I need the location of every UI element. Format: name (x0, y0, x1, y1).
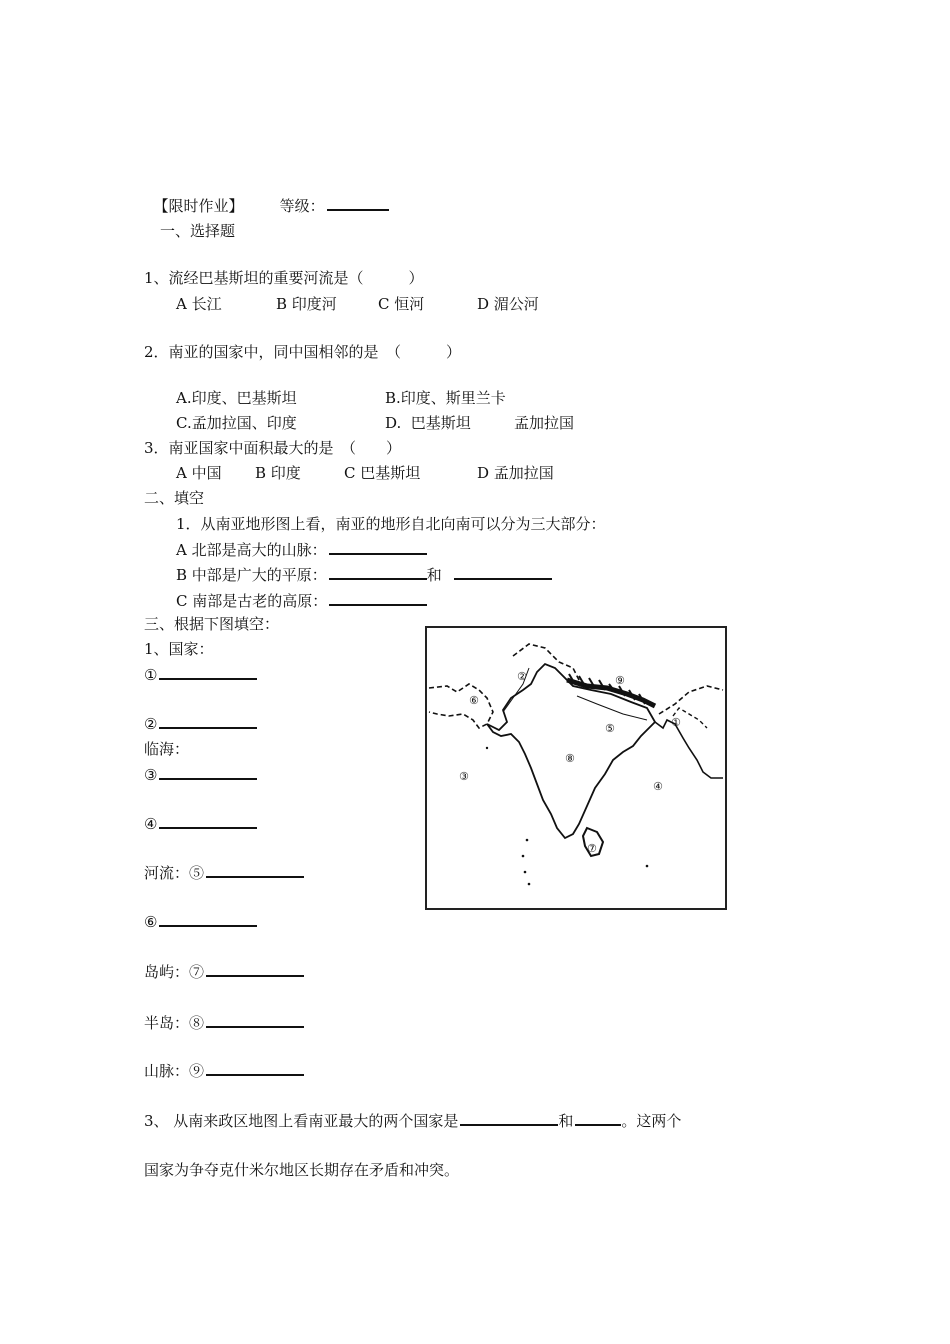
map-drawing (427, 628, 725, 908)
homework-heading (144, 175, 389, 216)
q3-option-c[interactable]: C 巴基斯坦 (344, 464, 421, 482)
q2-option-c[interactable]: C.孟加拉国、印度 (176, 414, 297, 432)
largest-country-blank-2[interactable] (575, 1110, 621, 1126)
q2-stem: 2．南亚的国家中，同中国相邻的是 （ ） (144, 343, 462, 361)
sea-3-blank[interactable] (159, 764, 257, 780)
river-6-blank[interactable] (159, 911, 257, 927)
q1-option-b[interactable]: B 印度河 (276, 295, 337, 313)
q3-option-d[interactable]: D 孟加拉国 (477, 464, 554, 482)
east-coast (655, 720, 723, 778)
sea-label: 临海： (144, 740, 190, 758)
terrain-intro: 1．从南亚地形图上看，南亚的地形自北向南可以分为三大部分： (176, 515, 606, 533)
marker-4: ④ (144, 815, 158, 833)
country-2-blank[interactable] (159, 713, 257, 729)
himalaya-band (567, 680, 655, 706)
country-1-blank[interactable] (159, 664, 257, 680)
map-label-2: ② (517, 670, 527, 683)
q3-stem: 3．南亚国家中面积最大的是 （ ） (144, 439, 402, 457)
plain-blank-2[interactable] (454, 564, 552, 580)
country-label: 1、国家： (144, 640, 214, 658)
q3b-line1 (144, 1110, 681, 1131)
q1-option-c[interactable]: C 恒河 (378, 295, 425, 313)
plain-blank-1[interactable] (329, 564, 427, 580)
mountain-9 (144, 1060, 304, 1081)
country-1 (144, 664, 257, 685)
terrain-north (176, 539, 427, 560)
map-label-7: ⑦ (587, 842, 597, 855)
q3-option-b[interactable]: B 印度 (255, 464, 301, 482)
map-label-3: ③ (459, 770, 469, 783)
river-5-blank[interactable] (206, 862, 304, 878)
peninsula-8-blank[interactable] (206, 1012, 304, 1028)
island-7-blank[interactable] (206, 961, 304, 977)
section3-title: 三、根据下图填空： (144, 615, 280, 633)
q3b-text2: 。这两个 (621, 1112, 682, 1130)
q3b-text1: 3、 从南来政区地图上看南亚最大的两个国家是 (144, 1112, 459, 1130)
island-dot (528, 883, 531, 886)
map-label-6: ⑥ (469, 694, 479, 707)
peninsula-8 (144, 1012, 304, 1033)
sea-4 (144, 813, 257, 834)
island-dot (486, 747, 488, 749)
map-label-4: ④ (653, 780, 663, 793)
q2-option-d[interactable]: D. 巴基斯坦 (385, 414, 471, 432)
island-label: 岛屿：⑦ (144, 963, 205, 981)
mountain-9-blank[interactable] (206, 1060, 304, 1076)
q1-option-a[interactable]: A 长江 (176, 295, 222, 313)
section2-title: 二、填空 (144, 489, 205, 507)
island-dot (646, 865, 649, 868)
terrain-south-label: C 南部是古老的高原： (176, 592, 328, 610)
grade-label: 等级： (279, 197, 325, 215)
map-label-1: ① (671, 716, 681, 729)
section1-title: 一、选择题 (160, 222, 236, 240)
terrain-north-label: A 北部是高大的山脉： (176, 541, 327, 559)
map-label-9: ⑨ (615, 674, 625, 687)
river-6 (144, 911, 257, 932)
mountain-blank[interactable] (329, 539, 427, 555)
q3b-and: 和 (558, 1112, 574, 1130)
sea-4-blank[interactable] (159, 813, 257, 829)
island-dot (526, 839, 529, 842)
river-5 (144, 862, 304, 883)
sea-3 (144, 764, 257, 785)
marker-6: ⑥ (144, 913, 158, 931)
island-dot (522, 855, 525, 858)
peninsula-label: 半岛：⑧ (144, 1014, 205, 1032)
pakistan-border (429, 684, 493, 728)
q2-option-a[interactable]: A.印度、巴基斯坦 (176, 389, 297, 407)
map-label-5: ⑤ (605, 722, 615, 735)
marker-3: ③ (144, 766, 158, 784)
q1-option-d[interactable]: D 湄公河 (477, 295, 539, 313)
river-label: 河流：⑤ (144, 864, 205, 882)
homework-title: 【限时作业】 (153, 197, 244, 215)
island-7 (144, 961, 304, 982)
q2-option-b[interactable]: B.印度、斯里兰卡 (385, 389, 506, 407)
terrain-middle-label: B 中部是广大的平原： (176, 566, 327, 584)
q1-stem: 1、流经巴基斯坦的重要河流是（ ） (144, 269, 424, 287)
grade-blank[interactable] (327, 195, 389, 211)
map-label-8: ⑧ (565, 752, 575, 765)
south-asia-map (425, 626, 727, 910)
q3-option-a[interactable]: A 中国 (176, 464, 222, 482)
marker-2: ② (144, 715, 158, 733)
q3b-line2: 国家为争夺克什米尔地区长期存在矛盾和冲突。 (144, 1161, 460, 1179)
island-dot (524, 871, 527, 874)
and-label: 和 (426, 566, 442, 584)
mountain-label: 山脉：⑨ (144, 1062, 205, 1080)
country-2 (144, 713, 257, 734)
terrain-middle (176, 564, 552, 585)
marker-1: ① (144, 666, 158, 684)
q2-option-d-extra: 孟加拉国 (514, 414, 575, 432)
plateau-blank[interactable] (329, 590, 427, 606)
terrain-south (176, 590, 427, 611)
eastern-border (659, 686, 723, 714)
largest-country-blank-1[interactable] (460, 1110, 558, 1126)
